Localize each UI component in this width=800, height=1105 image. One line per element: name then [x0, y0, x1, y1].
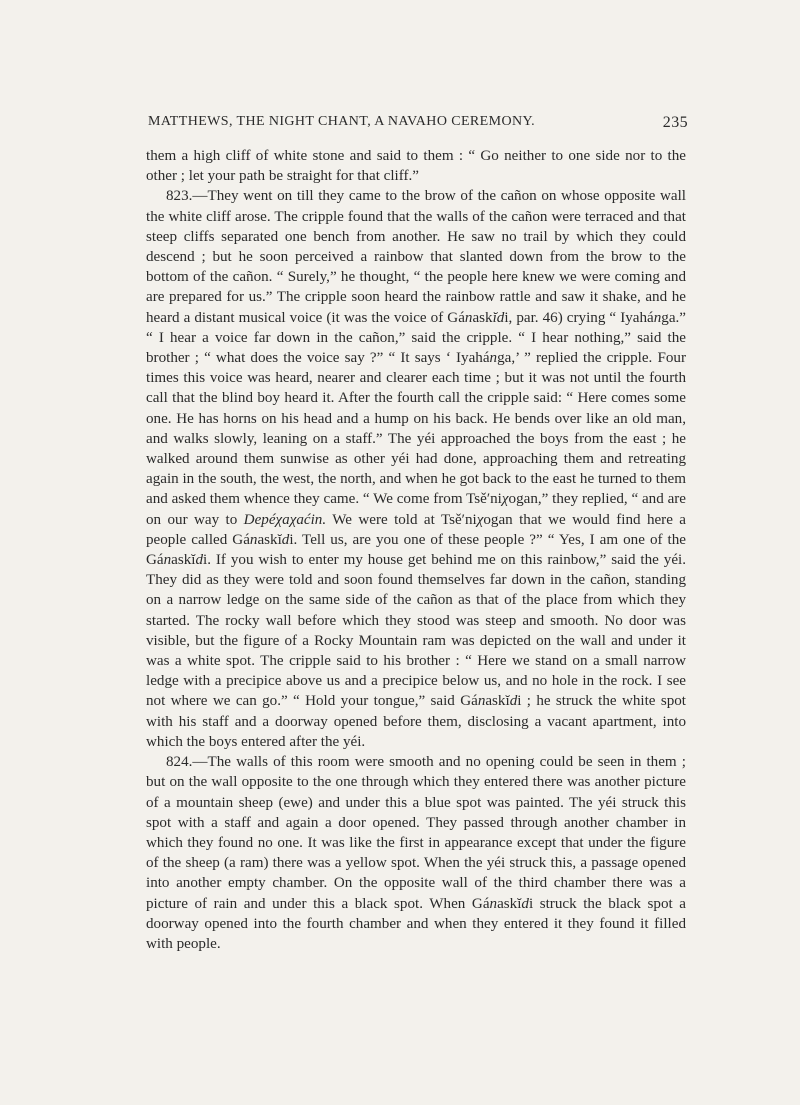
- text-run: i, par. 46) crying “ Iyahá: [504, 309, 654, 326]
- text-run: ogan that we would find here a people called Gá: [146, 511, 687, 548]
- italic-text: n: [163, 552, 172, 569]
- paragraph-824: [146, 752, 686, 954]
- text-run: ask: [472, 309, 493, 326]
- paragraph-823: [146, 186, 686, 752]
- text-run: We were told at Tsě′ni: [326, 511, 477, 528]
- italic-text: d: [509, 693, 518, 710]
- running-head-title: MATTHEWS, THE NIGHT CHANT, A NAVAHO CEREMONY.: [148, 114, 536, 129]
- italic-text: χ: [476, 511, 484, 528]
- text-run: 823.—They went on till they came to the brow of the cañon on whose opposite wall the white cliff arose. The cripple found that the walls of the cañon were terraced and that steep cliffs separated one bench from another. He saw no trail by which they could descend ; but he soon perceived a rainbow that slanted down from the brow to the bottom of the cañon. “ Surely,” he thought, “ the people here knew we were coming and are prepared for us.” The cripple soon heard the rainbow rattle and saw it shake, and he heard a distant musical voice (it was the voice of Gá: [146, 188, 686, 326]
- text-run: ga,’ ” replied the cripple. Four times this voice was heard, nearer and clearer each time ; but it was not until the fourth call that the blind boy heard it. After the fourth call the cripple said: “ Here comes some one. He has horns on his head and a hump on his back. He bends over like an old man, and walks slowly, leaning on a staff.” The yéi approached the boys from the east ; he walked around them sunwise as other yéi had done, approaching them and retreating again in the south, the west, the north, and when he got back to the east he turned to them and asked them whence they came. “ We come from Tsě′ni: [146, 350, 686, 508]
- text-run: i ; he struck the white spot with his staff and a doorway opened before them, disclosing a vacant apartment, into which the boys entered after the yéi.: [146, 693, 686, 750]
- italic-text: n: [249, 531, 258, 548]
- italic-text: n: [477, 693, 486, 710]
- text-run: them a high cliff of white stone and said to them : “ Go neither to one side nor to the other ; let your path be straight for that cliff.”: [146, 148, 686, 185]
- italic-text: n: [489, 895, 498, 912]
- body-text: [146, 146, 686, 954]
- page-number: 235: [662, 114, 688, 131]
- text-run: i. If you wish to enter my house get behind me on this rainbow,” said the yéi. They did as they were told and soon found themselves far down in the cañon, standing on a narrow ledge on the same side of the cañon as that of the place from which they started. The rocky wall before which they stood was steep and smooth. No door was visible, but the figure of a Rocky Mountain ram was depicted on the wall and under it was a white spot. The cripple said to his brother : “ Here we stand on a small narrow ledge with a precipice above us and a precipice below us, and no hole in the rock. I see not where we can go.” “ Hold your tongue,” said Gá: [146, 552, 686, 710]
- italic-text: n: [464, 309, 473, 326]
- italic-text: d: [521, 895, 529, 912]
- italic-text: Depéχaχaćin.: [243, 511, 327, 528]
- paragraph-continuation: [146, 146, 686, 186]
- text-run: i struck the black spot a doorway opened into the fourth chamber and when they entered it they found it filled with people.: [146, 895, 686, 952]
- text-run: ga.” “ I hear a voice far down in the cañon,” said the cripple. “ I hear nothing,” said the brother ; “ what does the voice say ?” “ It says ‘ Iyahá: [146, 309, 686, 367]
- italic-text: d: [281, 531, 290, 548]
- text-run: i. Tell us, are you one of these people ?” “ Yes, I am one of the Gá: [146, 531, 686, 569]
- italic-text: n: [653, 309, 662, 326]
- italic-text: χ: [501, 491, 509, 508]
- text-run: askĭ: [171, 552, 196, 569]
- text-run: 824.—The walls of this room were smooth and no opening could be seen in them ; but on the wall opposite to the one through which they entered there was another picture of a mountain sheep (ewe) and under this a blue spot was painted. The yéi struck this spot with a staff and again a door opened. They passed through another chamber in which they found no one. It was like the first in appearance except that under the figure of the sheep (a ram) there was a yellow spot. When the yéi struck this, a passage opened into another empty chamber. On the opposite wall of the third chamber there was a picture of rain and under this a black spot. When Gá: [146, 754, 686, 912]
- text-run: askĭ: [257, 531, 282, 548]
- italic-text: d: [195, 552, 204, 569]
- text-run: askĭ: [497, 895, 522, 912]
- italic-text: n: [489, 350, 498, 367]
- italic-text: ĭd: [492, 309, 505, 326]
- text-run: ogan,” they replied, “ and are on our way to: [146, 491, 687, 528]
- text-run: askĭ: [485, 693, 510, 710]
